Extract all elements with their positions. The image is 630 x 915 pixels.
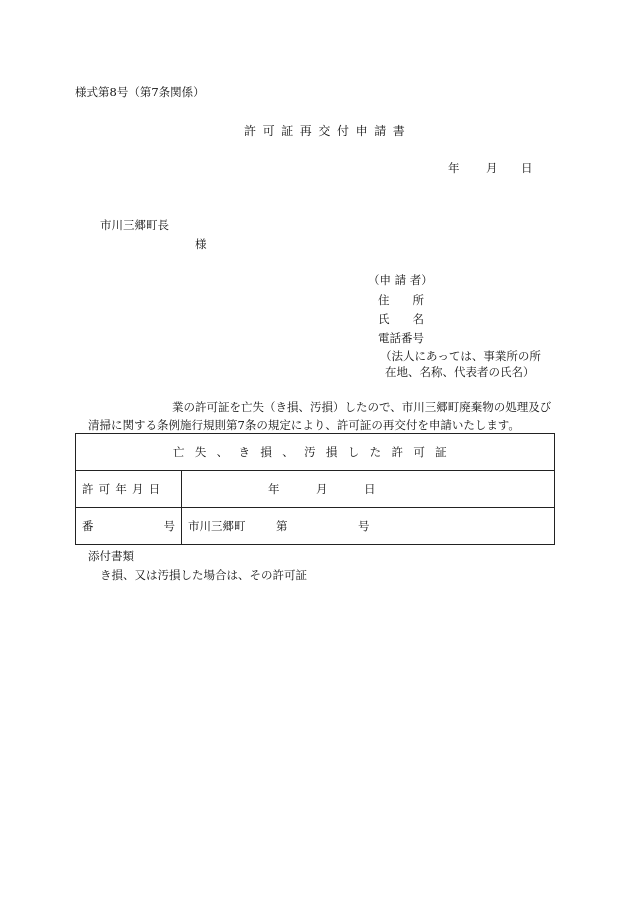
attachment-item: き損、又は汚損した場合は、その許可証 xyxy=(100,568,307,582)
table-row-permit-date xyxy=(76,471,555,508)
number-value xyxy=(182,508,555,545)
format-number: 様式第8号（第7条関係） xyxy=(75,85,205,99)
number-label-go: 号 xyxy=(163,519,175,533)
permit-month: 月 xyxy=(316,482,328,496)
address-label: 住 所 xyxy=(378,293,424,307)
permit-date-value xyxy=(182,471,555,508)
table-header-row xyxy=(76,434,555,471)
honorific: 様 xyxy=(195,237,207,251)
date-month: 月 xyxy=(486,161,498,175)
date-year: 年 xyxy=(448,161,460,175)
body-text-line1: 業の許可証を亡失（き損、汚損）したので、市川三郷町廃棄物の処理及び xyxy=(172,400,552,414)
permit-table xyxy=(75,433,555,545)
body-text-line2: 清掃に関する条例施行規則第7条の規定により、許可証の再交付を申請いたします。 xyxy=(88,418,520,432)
corporate-note-line1: （法人にあっては、事業所の所 xyxy=(380,349,541,363)
attachment-heading: 添付書類 xyxy=(88,549,134,563)
permit-date-label: 許可年月日 xyxy=(76,471,182,508)
permit-day: 日 xyxy=(364,482,376,496)
phone-label: 電話番号 xyxy=(378,331,424,345)
number-go: 号 xyxy=(358,519,370,533)
name-label: 氏 名 xyxy=(378,312,424,326)
applicant-heading: （申 請 者） xyxy=(368,273,433,287)
addressee: 市川三郷町長 xyxy=(100,218,169,232)
date-day: 日 xyxy=(521,161,533,175)
permit-year: 年 xyxy=(268,482,280,496)
document-title: 許可証再交付申請書 xyxy=(244,124,412,138)
table-row-number xyxy=(76,508,555,545)
table-header: 亡失、き損、汚損した許可証 xyxy=(76,434,555,471)
number-dai: 第 xyxy=(276,519,288,533)
corporate-note-line2: 在地、名称、代表者の氏名） xyxy=(385,365,535,379)
number-town: 市川三郷町 xyxy=(188,519,246,533)
number-label xyxy=(76,508,182,545)
number-label-ban: 番 xyxy=(82,519,94,533)
